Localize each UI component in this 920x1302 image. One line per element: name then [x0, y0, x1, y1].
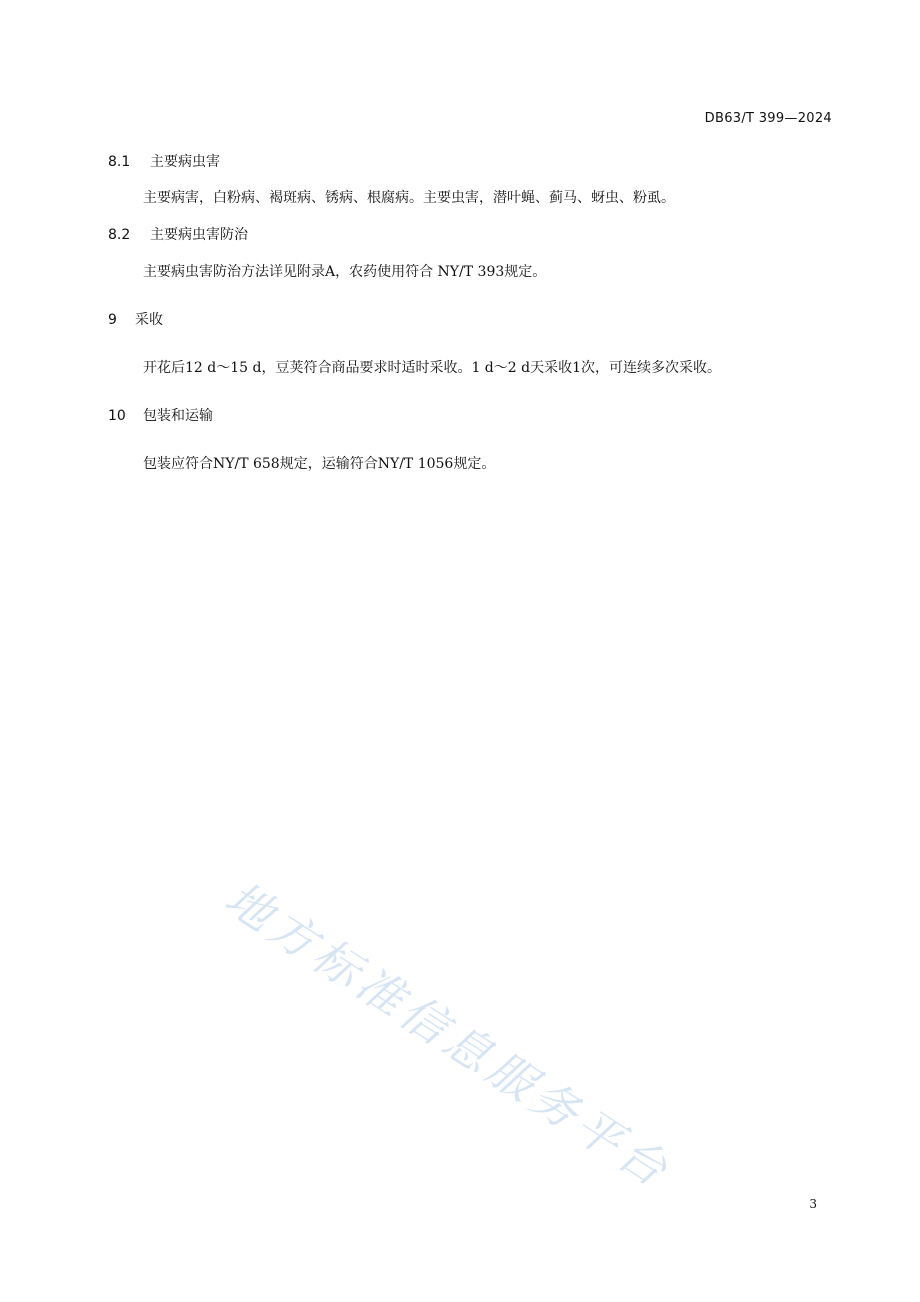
- section-paragraph-8-1: 主要病害，白粉病、褐斑病、锈病、根腐病。主要虫害，潜叶蝇、蓟马、蚜虫、粉虱。: [143, 190, 675, 206]
- section-title: 包装和运输: [143, 408, 213, 424]
- section-heading-9: [108, 309, 163, 329]
- section-number: 8.2: [108, 227, 131, 243]
- section-paragraph-8-2: 主要病虫害防治方法详见附录A，农药使用符合 NY/T 393规定。: [143, 264, 547, 280]
- section-number: 8.1: [108, 154, 131, 170]
- section-title: 主要病虫害: [150, 154, 220, 170]
- section-heading-8-1: [108, 151, 220, 171]
- section-paragraph-10: 包装应符合NY/T 658规定，运输符合NY/T 1056规定。: [143, 456, 496, 472]
- section-paragraph-9: 开花后12 d～15 d，豆荚符合商品要求时适时采收。1 d～2 d天采收1次，可连续多次采收。: [143, 360, 721, 376]
- section-title: 主要病虫害防治: [150, 227, 248, 243]
- page-number: 3: [809, 1197, 817, 1211]
- section-number: 9: [108, 312, 117, 328]
- section-heading-8-2: [108, 224, 248, 244]
- section-heading-10: [108, 405, 213, 425]
- section-number: 10: [108, 408, 126, 424]
- document-id-header: DB63/T 399—2024: [704, 111, 832, 126]
- section-title: 采收: [135, 312, 163, 328]
- watermark-text: 地方标准信息服务平台: [215, 870, 682, 1200]
